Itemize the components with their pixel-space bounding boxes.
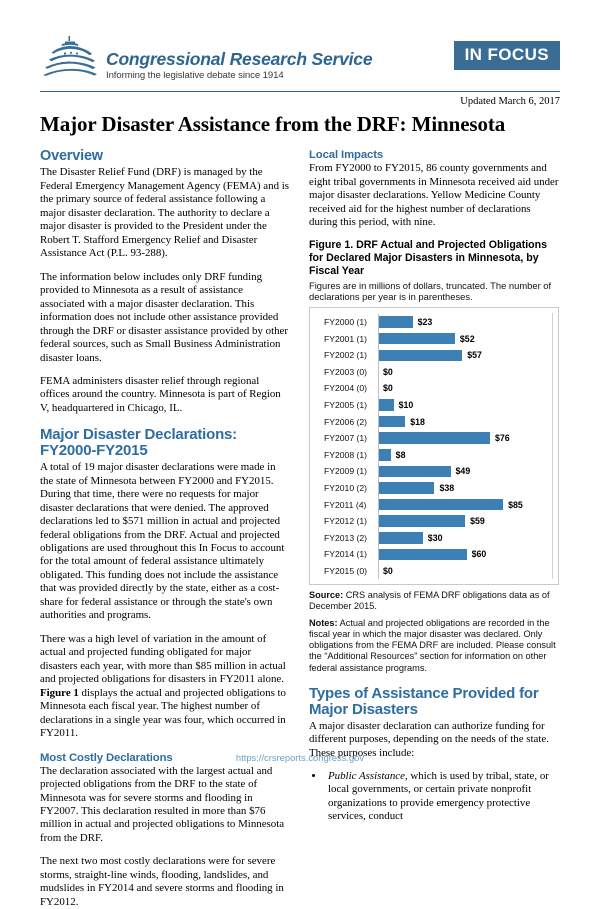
chart-bar [379,316,413,328]
crs-tagline: Informing the legislative debate since 1914 [106,70,284,81]
chart-category-label: FY2008 (1) [324,449,367,460]
chart-bar-track [378,413,554,430]
chart-value-label: $38 [439,483,455,493]
chart-category-label: FY2007 (1) [324,433,367,444]
chart-category-label: FY2005 (1) [324,400,367,411]
chart-bar [379,549,467,561]
chart-category-label: FY2012 (1) [324,516,367,527]
chart-row [314,380,554,397]
chart-value-label: $10 [398,400,414,411]
masthead [40,0,560,82]
chart-rows [314,314,554,580]
declarations-paragraph-2 [40,633,290,741]
figure-notes [309,618,559,674]
chart-right-gridline [552,313,553,580]
section-heading-declarations: Major Disaster Declarations: FY2000-FY2015 [40,426,237,460]
crs-organization-name: Congressional Research Service [106,48,373,69]
chart-value-label: $0 [383,565,393,576]
chart-value-label: $8 [395,449,406,460]
crs-brand-text [106,50,372,82]
chart-row [314,480,554,497]
notes-label: Notes: [309,617,338,628]
chart-bar-track [378,463,554,480]
chart-category-label: FY2009 (1) [324,466,367,477]
chart-bar-track [378,397,554,414]
list-item [325,770,559,824]
chart-category-label: FY2000 (1) [324,317,367,328]
chart-category-label: FY2001 (1) [324,333,367,344]
chart-value-label: $59 [470,516,485,527]
capitol-dome-icon [40,34,100,82]
chart-category-label: FY2006 (2) [324,416,367,427]
chart-row [314,314,554,331]
chart-value-label: $76 [494,433,510,444]
two-column-body [40,149,560,909]
chart-bar [379,499,503,511]
most-costly-paragraph-2: The next two most costly declarations were for severe storms, straight-line winds, flooding, landslides, and mudslides in FY2014 and severe storms and flooding in FY2012. [40,855,284,908]
chart-bar [379,432,490,444]
right-column [309,149,559,909]
chart-value-label: $30 [427,532,443,543]
section-heading-overview: Overview [40,148,103,165]
chart-bar-track [378,529,554,546]
chart-category-label: FY2003 (0) [324,366,367,377]
figure-source [309,590,559,612]
chart-row [314,430,554,447]
chart-category-label: FY2011 (4) [324,499,367,510]
chart-row [314,513,554,530]
chart-bar [379,466,451,478]
local-impacts-paragraph-1: From FY2000 to FY2015, 86 county governments and eight tribal governments in Minnesota received aid under major disaster declarations. Yellow Medicine County received aid for the highest number of declarations during this period, with nine. [309,162,559,228]
subsection-heading-most-costly: Most Costly Declarations [40,751,173,764]
chart-row [314,563,554,580]
chart-value-label: $85 [508,499,523,510]
chart-bar-track [378,496,554,513]
chart-value-label: $60 [471,549,487,560]
chart-value-label: $0 [383,383,393,394]
chart-bar-track [378,546,554,563]
chart-category-label: FY2004 (0) [324,383,367,394]
masthead-divider [40,91,560,92]
chart-value-label: $0 [383,366,393,377]
declarations-p2-part2: displays the actual and projected obligations to Minnesota each fiscal year. The highest number of declarations in a single year was four, which occurred in FY2011. [40,686,287,740]
figure-title: Figure 1. DRF Actual and Projected Obligations for Declared Major Disasters in Minnesota, by Fiscal Year [309,239,547,278]
chart-value-label: $23 [417,317,433,328]
crs-brand [40,34,372,82]
chart-value-label: $52 [459,333,475,344]
chart-bar-track [378,364,554,381]
overview-paragraph-1: The Disaster Relief Fund (DRF) is managed by the Federal Emergency Management Agency (FEMA) and is the primary source of federal assistance following a major disaster declaration. The authority to declare a major disaster is provided to the President under the Robert T. Stafford Emergency Relief and Disaster Assistance Act (P.L. 93-288). [40,166,290,260]
chart-bar-track [378,330,554,347]
chart-bar-track [378,513,554,530]
bullet-1-term: Public Assistance [328,769,405,782]
footer-url: https://crsreports.congress.gov [235,752,365,763]
chart-bar-track [378,480,554,497]
types-paragraph-1: A major disaster declaration can authorize funding for different purposes, depending on the needs of the state. These purposes include: [309,719,549,759]
chart-category-label: FY2015 (0) [324,565,367,576]
chart-bar-track [378,380,554,397]
assistance-types-list [309,770,559,824]
chart-bar [379,482,434,494]
section-heading-types-of-assistance: Types of Assistance Provided for Major Disasters [309,684,539,718]
page-title: Major Disaster Assistance from the DRF: Minnesota [40,112,506,136]
chart-bar [379,416,405,428]
declarations-paragraph-1: A total of 19 major disaster declarations were made in the state of Minnesota between FY2000 and FY2015. During that time, there were no requests for major disaster declarations that were denied. The approved declarations led to $571 million in actual and projected federal obligations from the DRF. Actual and projected obligations are used throughout this In Focus to account for the total amount of federal assistance ultimately obligated. This funding does not include the assistance that was provided directly by the state, either as a cost-share for federal assistance or through the state's own authorities and programs. [40,461,285,622]
chart-category-label: FY2002 (1) [324,350,367,361]
chart-bar [379,449,391,461]
overview-paragraph-3: FEMA administers disaster relief through regional offices around the country. Minnesota is part of Region V, headquartered in Chicago, IL. [40,375,281,414]
figure-reference: Figure 1 [40,686,79,699]
chart-bar [379,515,465,527]
chart-row [314,347,554,364]
chart-category-label: FY2010 (2) [324,483,367,493]
chart-row [314,397,554,414]
chart-row [314,546,554,563]
chart-row [314,330,554,347]
chart-row [314,364,554,381]
source-text: CRS analysis of FEMA DRF obligations data as of December 2015. [309,590,550,612]
chart-row [314,529,554,546]
chart-bar-track [378,447,554,464]
chart-category-label: FY2013 (2) [324,532,367,543]
figure-subtitle: Figures are in millions of dollars, truncated. The number of declarations per year is in parentheses. [309,280,552,303]
chart-value-label: $18 [410,416,425,427]
chart-bar [379,399,394,411]
chart-bar [379,532,423,544]
updated-date: Updated March 6, 2017 [460,96,560,107]
chart-value-label: $57 [467,350,482,361]
chart-row [314,496,554,513]
notes-text: Actual and projected obligations are recorded in the fiscal year in which the major disaster was declared. Only obligations from the FEMA DRF are included. Please consult the “Additional Resources” section for information on other federal assistance programs. [309,617,556,673]
chart-bar [379,350,462,362]
most-costly-paragraph-1: The declaration associated with the largest actual and projected obligations from the DRF to the state of Minnesota was for severe storms and flooding in FY2007. This declaration resulted in more than $76 million in actual and projected obligations to Minnesota from the DRF. [40,764,285,844]
chart-bar-track [378,430,554,447]
chart-bar-track [378,347,554,364]
in-focus-badge: IN FOCUS [454,41,560,70]
chart-category-label: FY2014 (1) [324,549,367,560]
bullet-1-text: , which is used by tribal, state, or local governments, or certain private nonprofit organizations to provide emergency protective services, conduct [328,769,549,823]
left-column [40,149,290,909]
chart-bar-track [378,563,554,580]
declarations-p2-part1: There was a high level of variation in the amount of actual and projected funding obligated for major disasters each year, with more than $85 million in actual and projected obligations for disasters in FY2011 alone. [40,632,286,686]
source-label: Source: [309,590,344,601]
chart-value-label: $49 [455,466,471,477]
chart-row [314,413,554,430]
chart-bar-track [378,314,554,331]
chart-bar [379,333,455,345]
chart-row [314,463,554,480]
bar-chart [309,307,559,586]
subsection-heading-local-impacts: Local Impacts [309,149,384,162]
chart-row [314,447,554,464]
overview-paragraph-2: The information below includes only DRF funding provided to Minnesota as a result of assistance associated with a major disaster declaration. This information does not include other assistance provided through the DRF or disaster assistance provided by other federal sources, such as Small Business Administration disaster loans. [40,270,289,364]
